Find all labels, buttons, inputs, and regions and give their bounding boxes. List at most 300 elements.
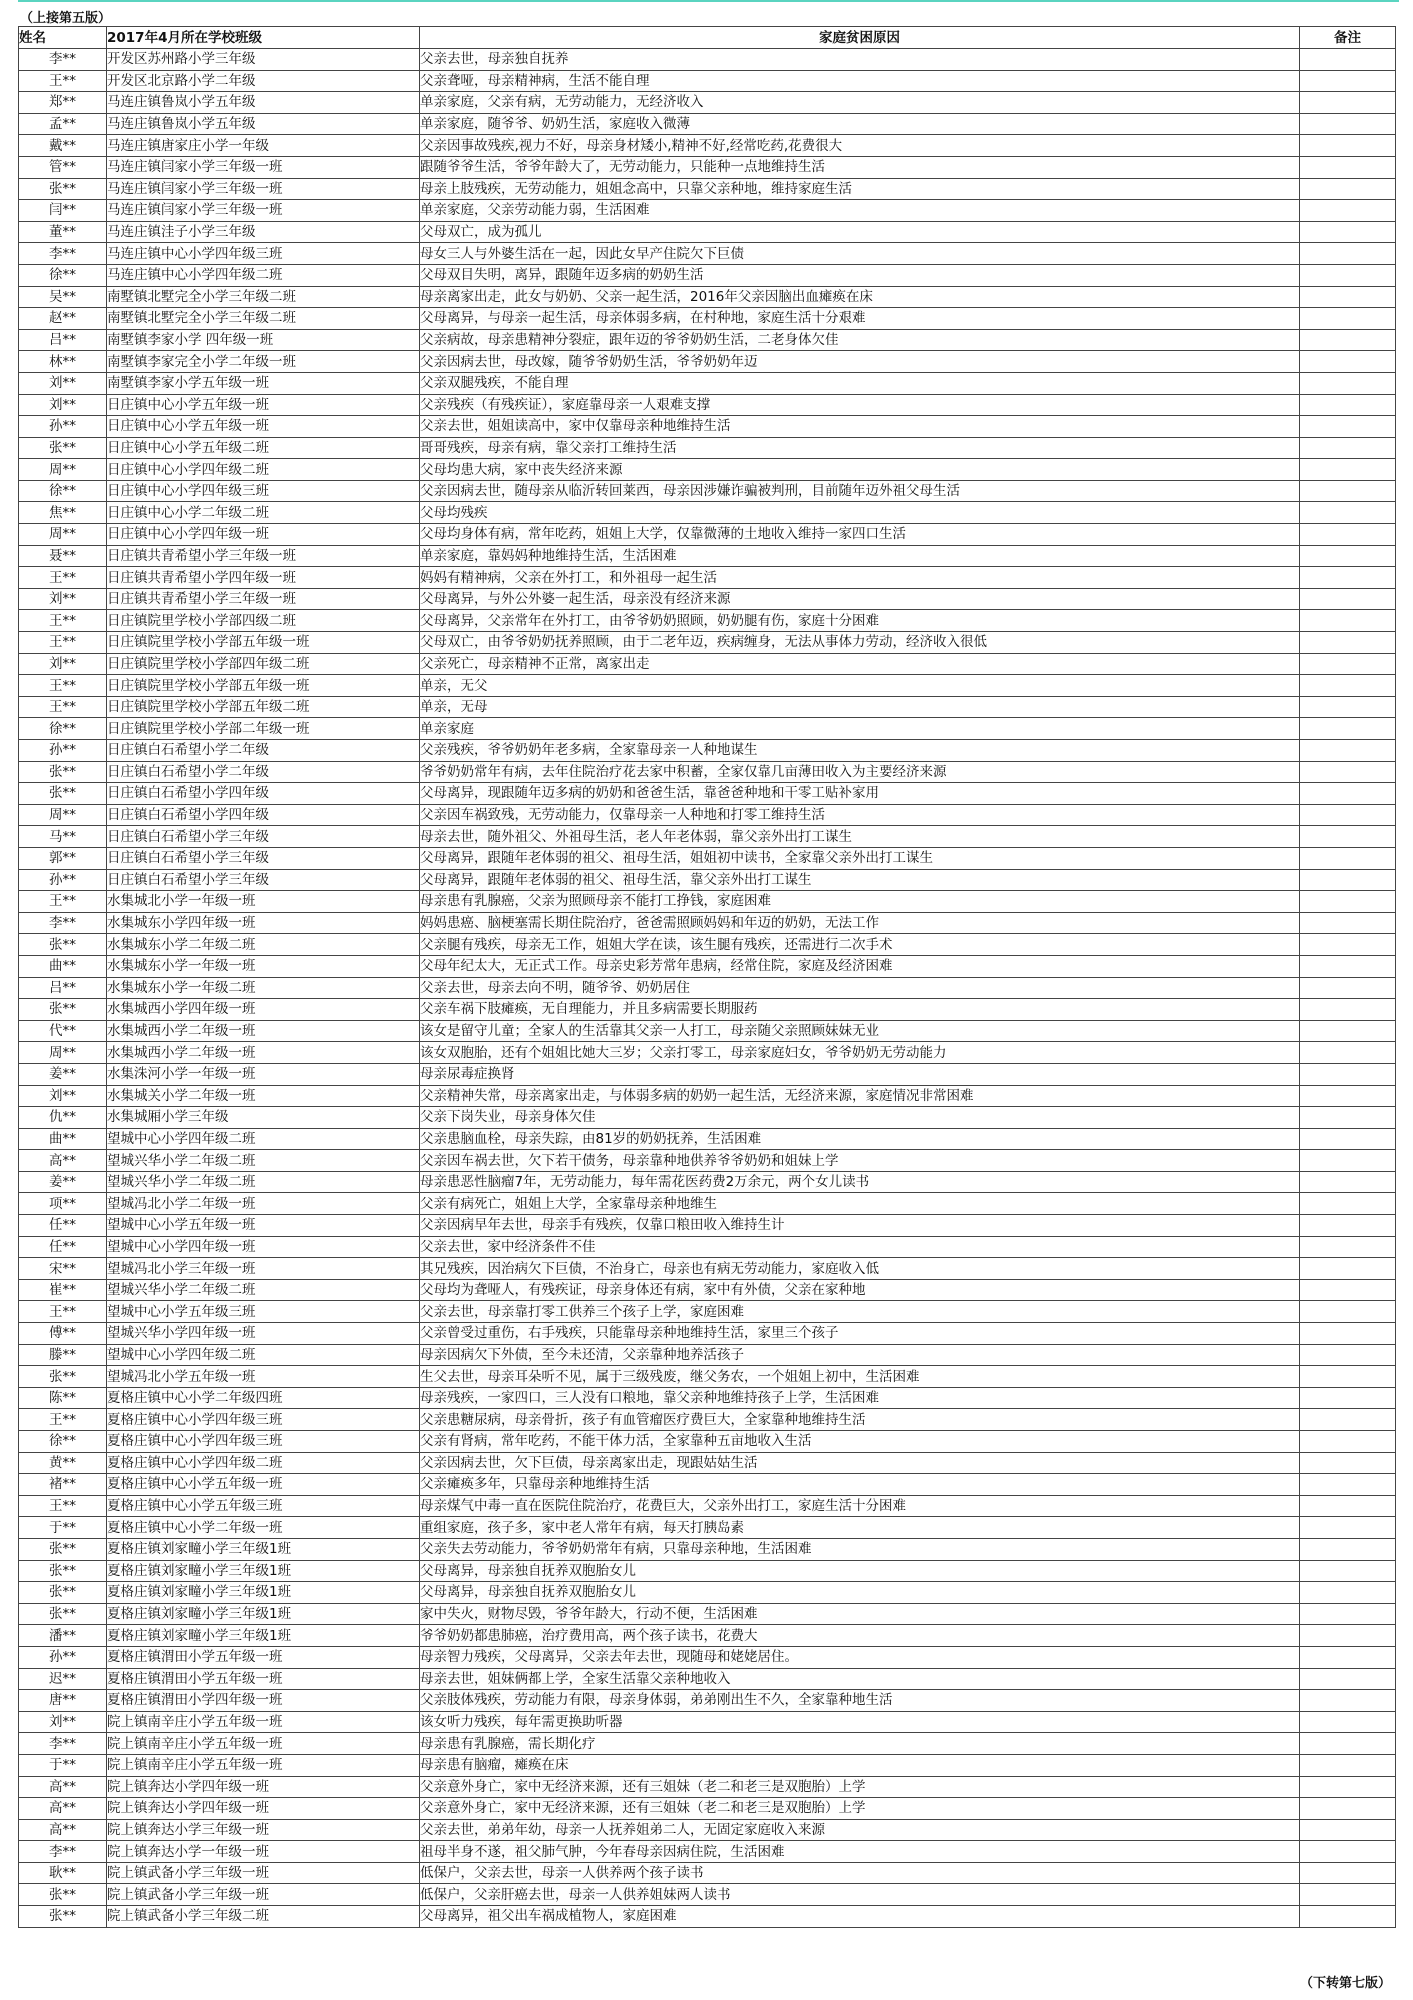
table-row bbox=[19, 1452, 1396, 1474]
note-cell bbox=[1300, 826, 1396, 848]
student-name: 张** bbox=[19, 1603, 107, 1625]
school-class: 日庄镇白石希望小学三年级 bbox=[107, 847, 420, 869]
student-name: 王** bbox=[19, 1301, 107, 1323]
student-name: 高** bbox=[19, 1150, 107, 1172]
note-cell bbox=[1300, 1754, 1396, 1776]
poverty-reason: 单亲家庭 bbox=[420, 718, 1300, 740]
table-row bbox=[19, 1517, 1396, 1539]
poverty-reason: 父亲患脑血栓，母亲失踪，由81岁的奶奶抚养，生活困难 bbox=[420, 1128, 1300, 1150]
school-class: 夏格庄镇中心小学五年级一班 bbox=[107, 1474, 420, 1496]
student-name: 闫** bbox=[19, 200, 107, 222]
poverty-reason: 单亲，无母 bbox=[420, 696, 1300, 718]
school-class: 马连庄镇闫家小学三年级一班 bbox=[107, 200, 420, 222]
student-name: 吕** bbox=[19, 977, 107, 999]
header-school: 2017年4月所在学校班级 bbox=[107, 27, 420, 49]
note-cell bbox=[1300, 1625, 1396, 1647]
school-class: 望城兴华小学二年级二班 bbox=[107, 1150, 420, 1172]
table-row bbox=[19, 1366, 1396, 1388]
table-row bbox=[19, 200, 1396, 222]
note-cell bbox=[1300, 243, 1396, 265]
note-cell bbox=[1300, 1279, 1396, 1301]
table-row bbox=[19, 1646, 1396, 1668]
school-class: 日庄镇中心小学四年级二班 bbox=[107, 459, 420, 481]
poverty-reason: 低保户，父亲肝癌去世，母亲一人供养姐妹两人读书 bbox=[420, 1884, 1300, 1906]
continued-from-label: （上接第五版） bbox=[20, 11, 112, 26]
student-name: 张** bbox=[19, 761, 107, 783]
header-name: 姓名 bbox=[19, 27, 107, 49]
table-row bbox=[19, 156, 1396, 178]
school-class: 马连庄镇唐家庄小学一年级 bbox=[107, 135, 420, 157]
table-row bbox=[19, 826, 1396, 848]
table-row bbox=[19, 264, 1396, 286]
poverty-reason: 母亲患有乳腺癌，父亲为照顾母亲不能打工挣钱，家庭困难 bbox=[420, 891, 1300, 913]
school-class: 南墅镇北墅完全小学三年级二班 bbox=[107, 308, 420, 330]
note-cell bbox=[1300, 156, 1396, 178]
student-name: 孙** bbox=[19, 740, 107, 762]
student-name: 代** bbox=[19, 1020, 107, 1042]
school-class: 水集城东小学一年级一班 bbox=[107, 955, 420, 977]
table-row bbox=[19, 610, 1396, 632]
school-class: 望城中心小学四年级二班 bbox=[107, 1344, 420, 1366]
school-class: 望城冯北小学三年级一班 bbox=[107, 1258, 420, 1280]
poverty-reason: 父母离异，跟随年老体弱的祖父、祖母生活，姐姐初中读书，全家靠父亲外出打工谋生 bbox=[420, 847, 1300, 869]
student-name: 徐** bbox=[19, 718, 107, 740]
school-class: 马连庄镇闫家小学三年级一班 bbox=[107, 156, 420, 178]
poverty-student-table bbox=[18, 26, 1396, 1928]
table-row bbox=[19, 308, 1396, 330]
table-row bbox=[19, 1495, 1396, 1517]
poverty-reason: 家中失火，财物尽毁，爷爷年龄大，行动不便，生活困难 bbox=[420, 1603, 1300, 1625]
note-cell bbox=[1300, 1452, 1396, 1474]
student-name: 戴** bbox=[19, 135, 107, 157]
poverty-reason: 父亲聋哑，母亲精神病，生活不能自理 bbox=[420, 70, 1300, 92]
header-note: 备注 bbox=[1300, 27, 1396, 49]
poverty-reason: 父亲去世，家中经济条件不佳 bbox=[420, 1236, 1300, 1258]
note-cell bbox=[1300, 696, 1396, 718]
note-cell bbox=[1300, 912, 1396, 934]
note-cell bbox=[1300, 1171, 1396, 1193]
school-class: 开发区苏州路小学三年级 bbox=[107, 49, 420, 71]
student-name: 高** bbox=[19, 1798, 107, 1820]
student-name: 姜** bbox=[19, 1063, 107, 1085]
poverty-reason: 爷爷奶奶常年有病，去年住院治疗花去家中积蓄，全家仅靠几亩薄田收入为主要经济来源 bbox=[420, 761, 1300, 783]
table-row bbox=[19, 1323, 1396, 1345]
poverty-reason: 父亲患糖尿病，母亲骨折，孩子有血管瘤医疗费巨大，全家靠种地维持生活 bbox=[420, 1409, 1300, 1431]
poverty-reason: 母亲因病欠下外债，至今未还清，父亲靠种地养活孩子 bbox=[420, 1344, 1300, 1366]
student-name: 刘** bbox=[19, 372, 107, 394]
table-row bbox=[19, 1063, 1396, 1085]
note-cell bbox=[1300, 1690, 1396, 1712]
table-row bbox=[19, 394, 1396, 416]
student-name: 郑** bbox=[19, 92, 107, 114]
student-name: 王** bbox=[19, 1409, 107, 1431]
poverty-reason: 父亲因病去世，随母亲从临沂转回莱西，母亲因涉嫌诈骗被判刑，目前随年迈外祖父母生活 bbox=[420, 480, 1300, 502]
poverty-reason: 父亲因病早年去世，母亲手有残疾，仅靠口粮田收入维持生计 bbox=[420, 1215, 1300, 1237]
student-name: 张** bbox=[19, 1560, 107, 1582]
table-row bbox=[19, 1862, 1396, 1884]
table-row bbox=[19, 1128, 1396, 1150]
school-class: 院上镇武备小学三年级一班 bbox=[107, 1862, 420, 1884]
poverty-reason: 母亲尿毒症换肾 bbox=[420, 1063, 1300, 1085]
table-row bbox=[19, 1560, 1396, 1582]
school-class: 日庄镇中心小学四年级一班 bbox=[107, 524, 420, 546]
student-name: 黄** bbox=[19, 1452, 107, 1474]
student-name: 曲** bbox=[19, 1128, 107, 1150]
note-cell bbox=[1300, 1431, 1396, 1453]
table-row bbox=[19, 1085, 1396, 1107]
school-class: 院上镇南辛庄小学五年级一班 bbox=[107, 1733, 420, 1755]
school-class: 夏格庄镇刘家疃小学三年级1班 bbox=[107, 1538, 420, 1560]
school-class: 望城冯北小学二年级一班 bbox=[107, 1193, 420, 1215]
table-row bbox=[19, 1733, 1396, 1755]
table-row bbox=[19, 1603, 1396, 1625]
student-name: 刘** bbox=[19, 1085, 107, 1107]
note-cell bbox=[1300, 761, 1396, 783]
student-name: 张** bbox=[19, 1582, 107, 1604]
student-name: 于** bbox=[19, 1517, 107, 1539]
table-row bbox=[19, 1409, 1396, 1431]
note-cell bbox=[1300, 804, 1396, 826]
student-name: 张** bbox=[19, 934, 107, 956]
student-name: 曲** bbox=[19, 955, 107, 977]
student-name: 张** bbox=[19, 1884, 107, 1906]
table-row bbox=[19, 1711, 1396, 1733]
poverty-reason: 父母双亡，成为孤儿 bbox=[420, 221, 1300, 243]
note-cell bbox=[1300, 1128, 1396, 1150]
table-row bbox=[19, 545, 1396, 567]
student-name: 刘** bbox=[19, 1711, 107, 1733]
school-class: 水集城西小学二年级一班 bbox=[107, 1042, 420, 1064]
school-class: 马连庄镇鲁岚小学五年级 bbox=[107, 92, 420, 114]
student-name: 王** bbox=[19, 610, 107, 632]
school-class: 日庄镇白石希望小学四年级 bbox=[107, 783, 420, 805]
poverty-reason: 父亲车祸下肢瘫痪，无自理能力，并且多病需要长期服药 bbox=[420, 999, 1300, 1021]
poverty-reason: 该女是留守儿童；全家人的生活靠其父亲一人打工，母亲随父亲照顾妹妹无业 bbox=[420, 1020, 1300, 1042]
note-cell bbox=[1300, 1711, 1396, 1733]
note-cell bbox=[1300, 955, 1396, 977]
student-name: 任** bbox=[19, 1236, 107, 1258]
table-row bbox=[19, 1819, 1396, 1841]
poverty-reason: 哥哥残疾，母亲有病，靠父亲打工维持生活 bbox=[420, 437, 1300, 459]
student-name: 王** bbox=[19, 891, 107, 913]
table-row bbox=[19, 135, 1396, 157]
poverty-reason: 父母离异，跟随年老体弱的祖父、祖母生活，靠父亲外出打工谋生 bbox=[420, 869, 1300, 891]
table-row bbox=[19, 372, 1396, 394]
student-name: 高** bbox=[19, 1819, 107, 1841]
poverty-reason: 父亲因病去世，母改嫁，随爷爷奶奶生活，爷爷奶奶年迈 bbox=[420, 351, 1300, 373]
school-class: 院上镇南辛庄小学五年级一班 bbox=[107, 1754, 420, 1776]
student-name: 潘** bbox=[19, 1625, 107, 1647]
student-name: 林** bbox=[19, 351, 107, 373]
note-cell bbox=[1300, 1193, 1396, 1215]
note-cell bbox=[1300, 1085, 1396, 1107]
student-name: 张** bbox=[19, 178, 107, 200]
note-cell bbox=[1300, 221, 1396, 243]
student-name: 吕** bbox=[19, 329, 107, 351]
table-row bbox=[19, 955, 1396, 977]
poverty-reason: 父亲残疾（有残疾证），家庭靠母亲一人艰难支撑 bbox=[420, 394, 1300, 416]
note-cell bbox=[1300, 1107, 1396, 1129]
note-cell bbox=[1300, 1582, 1396, 1604]
student-name: 周** bbox=[19, 1042, 107, 1064]
poverty-reason: 父母双亡，由爷爷奶奶抚养照顾，由于二老年迈，疾病缠身，无法从事体力劳动，经济收入很低 bbox=[420, 632, 1300, 654]
table-body bbox=[19, 49, 1396, 1928]
note-cell bbox=[1300, 610, 1396, 632]
table-row bbox=[19, 524, 1396, 546]
note-cell bbox=[1300, 264, 1396, 286]
table-row bbox=[19, 1171, 1396, 1193]
poverty-reason: 父亲意外身亡，家中无经济来源，还有三姐妹（老二和老三是双胞胎）上学 bbox=[420, 1798, 1300, 1820]
table-row bbox=[19, 804, 1396, 826]
school-class: 夏格庄镇中心小学四年级三班 bbox=[107, 1409, 420, 1431]
student-name: 孙** bbox=[19, 1646, 107, 1668]
poverty-reason: 父母离异，父亲常年在外打工，由爷爷奶奶照顾，奶奶腿有伤，家庭十分困难 bbox=[420, 610, 1300, 632]
student-name: 高** bbox=[19, 1776, 107, 1798]
poverty-reason: 父亲因事故残疾,视力不好，母亲身材矮小,精神不好,经常吃药,花费很大 bbox=[420, 135, 1300, 157]
poverty-reason: 单亲家庭，父亲有病，无劳动能力，无经济收入 bbox=[420, 92, 1300, 114]
poverty-reason: 母亲残疾，一家四口，三人没有口粮地，靠父亲种地维持孩子上学，生活困难 bbox=[420, 1387, 1300, 1409]
poverty-reason: 父母离异，母亲独自抚养双胞胎女儿 bbox=[420, 1582, 1300, 1604]
note-cell bbox=[1300, 416, 1396, 438]
student-name: 褚** bbox=[19, 1474, 107, 1496]
poverty-reason: 父亲因车祸去世，欠下若干债务，母亲靠种地供养爷爷奶奶和姐妹上学 bbox=[420, 1150, 1300, 1172]
poverty-reason: 父母离异，与母亲一起生活，母亲体弱多病，在村种地，家庭生活十分艰难 bbox=[420, 308, 1300, 330]
student-name: 陈** bbox=[19, 1387, 107, 1409]
student-name: 孙** bbox=[19, 416, 107, 438]
school-class: 院上镇奔达小学四年级一班 bbox=[107, 1776, 420, 1798]
note-cell bbox=[1300, 1323, 1396, 1345]
note-cell bbox=[1300, 999, 1396, 1021]
poverty-reason: 父母均残疾 bbox=[420, 502, 1300, 524]
poverty-reason: 父亲去世，弟弟年幼，母亲一人抚养姐弟二人，无固定家庭收入来源 bbox=[420, 1819, 1300, 1841]
note-cell bbox=[1300, 1150, 1396, 1172]
note-cell bbox=[1300, 977, 1396, 999]
poverty-reason: 父亲瘫痪多年，只靠母亲种地维持生活 bbox=[420, 1474, 1300, 1496]
student-name: 王** bbox=[19, 632, 107, 654]
table-row bbox=[19, 1215, 1396, 1237]
table-row bbox=[19, 1107, 1396, 1129]
student-name: 郭** bbox=[19, 847, 107, 869]
school-class: 日庄镇共青希望小学三年级一班 bbox=[107, 588, 420, 610]
poverty-reason: 爷爷奶奶都患肺癌，治疗费用高，两个孩子读书，花费大 bbox=[420, 1625, 1300, 1647]
school-class: 夏格庄镇渭田小学五年级一班 bbox=[107, 1668, 420, 1690]
note-cell bbox=[1300, 567, 1396, 589]
student-name: 张** bbox=[19, 1538, 107, 1560]
note-cell bbox=[1300, 891, 1396, 913]
table-row bbox=[19, 847, 1396, 869]
note-cell bbox=[1300, 1819, 1396, 1841]
student-name: 刘** bbox=[19, 394, 107, 416]
table-row bbox=[19, 1776, 1396, 1798]
student-name: 徐** bbox=[19, 480, 107, 502]
school-class: 马连庄镇鲁岚小学五年级 bbox=[107, 113, 420, 135]
table-row bbox=[19, 1841, 1396, 1863]
note-cell bbox=[1300, 351, 1396, 373]
student-name: 聂** bbox=[19, 545, 107, 567]
poverty-reason: 母亲上肢残疾，无劳动能力，姐姐念高中，只靠父亲种地，维持家庭生活 bbox=[420, 178, 1300, 200]
student-name: 孙** bbox=[19, 869, 107, 891]
table-row bbox=[19, 1668, 1396, 1690]
table-row bbox=[19, 567, 1396, 589]
note-cell bbox=[1300, 1344, 1396, 1366]
school-class: 日庄镇白石希望小学二年级 bbox=[107, 761, 420, 783]
note-cell bbox=[1300, 1236, 1396, 1258]
poverty-reason: 父亲去世，母亲靠打零工供养三个孩子上学，家庭困难 bbox=[420, 1301, 1300, 1323]
student-name: 姜** bbox=[19, 1171, 107, 1193]
school-class: 日庄镇中心小学五年级一班 bbox=[107, 416, 420, 438]
student-name: 孟** bbox=[19, 113, 107, 135]
table-row bbox=[19, 1279, 1396, 1301]
poverty-reason: 父亲残疾，爷爷奶奶年老多病，全家靠母亲一人种地谋生 bbox=[420, 740, 1300, 762]
poverty-reason: 母女三人与外婆生活在一起，因此女早产住院欠下巨债 bbox=[420, 243, 1300, 265]
school-class: 马连庄镇中心小学四年级三班 bbox=[107, 243, 420, 265]
poverty-reason: 父母离异，祖父出车祸成植物人，家庭困难 bbox=[420, 1906, 1300, 1928]
school-class: 日庄镇白石希望小学四年级 bbox=[107, 804, 420, 826]
student-name: 管** bbox=[19, 156, 107, 178]
note-cell bbox=[1300, 1366, 1396, 1388]
poverty-reason: 母亲煤气中毒一直在医院住院治疗，花费巨大，父亲外出打工，家庭生活十分困难 bbox=[420, 1495, 1300, 1517]
poverty-reason: 父母年纪太大，无正式工作。母亲史彩芳常年患病，经常住院，家庭及经济困难 bbox=[420, 955, 1300, 977]
table-row bbox=[19, 416, 1396, 438]
school-class: 南墅镇李家完全小学二年级一班 bbox=[107, 351, 420, 373]
poverty-reason: 父母均为聋哑人，有残疾证，母亲身体还有病，家中有外债，父亲在家种地 bbox=[420, 1279, 1300, 1301]
school-class: 夏格庄镇中心小学四年级二班 bbox=[107, 1452, 420, 1474]
poverty-reason: 跟随爷爷生活，爷爷年龄大了，无劳动能力，只能种一点地维持生活 bbox=[420, 156, 1300, 178]
note-cell bbox=[1300, 783, 1396, 805]
note-cell bbox=[1300, 308, 1396, 330]
school-class: 院上镇奔达小学一年级一班 bbox=[107, 1841, 420, 1863]
school-class: 望城中心小学五年级一班 bbox=[107, 1215, 420, 1237]
table-row bbox=[19, 221, 1396, 243]
student-name: 王** bbox=[19, 675, 107, 697]
table-row bbox=[19, 1884, 1396, 1906]
poverty-reason: 母亲智力残疾，父母离异，父亲去年去世，现随母和姥姥居住。 bbox=[420, 1646, 1300, 1668]
school-class: 夏格庄镇中心小学二年级四班 bbox=[107, 1387, 420, 1409]
poverty-reason: 父母均身体有病，常年吃药，姐姐上大学，仅靠微薄的土地收入维持一家四口生活 bbox=[420, 524, 1300, 546]
table-row bbox=[19, 761, 1396, 783]
note-cell bbox=[1300, 502, 1396, 524]
note-cell bbox=[1300, 1387, 1396, 1409]
note-cell bbox=[1300, 524, 1396, 546]
table-header-row bbox=[19, 27, 1396, 49]
school-class: 水集城东小学一年级二班 bbox=[107, 977, 420, 999]
note-cell bbox=[1300, 135, 1396, 157]
student-name: 张** bbox=[19, 1366, 107, 1388]
poverty-reason: 父亲因车祸致残，无劳动能力，仅靠母亲一人种地和打零工维持生活 bbox=[420, 804, 1300, 826]
note-cell bbox=[1300, 632, 1396, 654]
table-row bbox=[19, 1538, 1396, 1560]
school-class: 日庄镇共青希望小学四年级一班 bbox=[107, 567, 420, 589]
student-name: 仇** bbox=[19, 1107, 107, 1129]
note-cell bbox=[1300, 718, 1396, 740]
student-name: 董** bbox=[19, 221, 107, 243]
table-row bbox=[19, 1798, 1396, 1820]
student-name: 李** bbox=[19, 1841, 107, 1863]
poverty-reason: 父母离异，与外公外婆一起生活，母亲没有经济来源 bbox=[420, 588, 1300, 610]
note-cell bbox=[1300, 200, 1396, 222]
table-row bbox=[19, 1193, 1396, 1215]
student-name: 滕** bbox=[19, 1344, 107, 1366]
student-name: 李** bbox=[19, 1733, 107, 1755]
note-cell bbox=[1300, 1301, 1396, 1323]
school-class: 马连庄镇洼子小学三年级 bbox=[107, 221, 420, 243]
poverty-reason: 父亲曾受过重伤，右手残疾，只能靠母亲种地维持生活，家里三个孩子 bbox=[420, 1323, 1300, 1345]
poverty-reason: 母亲患有脑瘤，瘫痪在床 bbox=[420, 1754, 1300, 1776]
school-class: 夏格庄镇刘家疃小学三年级1班 bbox=[107, 1560, 420, 1582]
note-cell bbox=[1300, 1668, 1396, 1690]
note-cell bbox=[1300, 1841, 1396, 1863]
poverty-reason: 父亲去世，母亲去向不明，随爷爷、奶奶居住 bbox=[420, 977, 1300, 999]
student-name: 张** bbox=[19, 783, 107, 805]
table-row bbox=[19, 329, 1396, 351]
school-class: 夏格庄镇刘家疃小学三年级1班 bbox=[107, 1582, 420, 1604]
student-name: 王** bbox=[19, 696, 107, 718]
poverty-reason: 其兄残疾，因治病欠下巨债，不治身亡，母亲也有病无劳动能力，家庭收入低 bbox=[420, 1258, 1300, 1280]
poverty-reason: 母亲患恶性脑瘤7年，无劳动能力，每年需花医药费2万余元，两个女儿读书 bbox=[420, 1171, 1300, 1193]
school-class: 日庄镇院里学校小学部四年级二班 bbox=[107, 653, 420, 675]
note-cell bbox=[1300, 70, 1396, 92]
school-class: 院上镇武备小学三年级二班 bbox=[107, 1906, 420, 1928]
table-row bbox=[19, 70, 1396, 92]
school-class: 开发区北京路小学二年级 bbox=[107, 70, 420, 92]
school-class: 水集城东小学四年级一班 bbox=[107, 912, 420, 934]
poverty-reason: 父亲有病死亡，姐姐上大学，全家靠母亲种地维生 bbox=[420, 1193, 1300, 1215]
table-row bbox=[19, 351, 1396, 373]
poverty-reason: 父母均患大病，家中丧失经济来源 bbox=[420, 459, 1300, 481]
student-name: 刘** bbox=[19, 588, 107, 610]
school-class: 南墅镇李家小学 四年级一班 bbox=[107, 329, 420, 351]
note-cell bbox=[1300, 92, 1396, 114]
table-row bbox=[19, 1582, 1396, 1604]
poverty-reason: 父亲失去劳动能力，爷爷奶奶常年有病，只靠母亲种地，生活困难 bbox=[420, 1538, 1300, 1560]
student-name: 周** bbox=[19, 804, 107, 826]
table-row bbox=[19, 783, 1396, 805]
poverty-reason: 母亲去世，姐妹俩都上学，全家生活靠父亲种地收入 bbox=[420, 1668, 1300, 1690]
school-class: 院上镇武备小学三年级一班 bbox=[107, 1884, 420, 1906]
table-row bbox=[19, 891, 1396, 913]
table-row bbox=[19, 480, 1396, 502]
student-name: 吴** bbox=[19, 286, 107, 308]
school-class: 日庄镇共青希望小学三年级一班 bbox=[107, 545, 420, 567]
school-class: 夏格庄镇渭田小学四年级一班 bbox=[107, 1690, 420, 1712]
school-class: 马连庄镇中心小学四年级二班 bbox=[107, 264, 420, 286]
note-cell bbox=[1300, 1906, 1396, 1928]
school-class: 望城中心小学五年级三班 bbox=[107, 1301, 420, 1323]
table-row bbox=[19, 1387, 1396, 1409]
student-name: 张** bbox=[19, 999, 107, 1021]
note-cell bbox=[1300, 1862, 1396, 1884]
poverty-reason: 单亲家庭，父亲劳动能力弱，生活困难 bbox=[420, 200, 1300, 222]
note-cell bbox=[1300, 1474, 1396, 1496]
note-cell bbox=[1300, 113, 1396, 135]
student-name: 唐** bbox=[19, 1690, 107, 1712]
continued-to-label: （下转第七版） bbox=[1299, 1976, 1391, 1991]
note-cell bbox=[1300, 372, 1396, 394]
student-name: 任** bbox=[19, 1215, 107, 1237]
note-cell bbox=[1300, 545, 1396, 567]
student-name: 焦** bbox=[19, 502, 107, 524]
table-row bbox=[19, 1754, 1396, 1776]
student-name: 徐** bbox=[19, 1431, 107, 1453]
table-row bbox=[19, 1344, 1396, 1366]
note-cell bbox=[1300, 437, 1396, 459]
poverty-reason: 父亲腿有残疾，母亲无工作，姐姐大学在读，该生腿有残疾，还需进行二次手术 bbox=[420, 934, 1300, 956]
note-cell bbox=[1300, 934, 1396, 956]
student-name: 赵** bbox=[19, 308, 107, 330]
school-class: 南墅镇李家小学五年级一班 bbox=[107, 372, 420, 394]
school-class: 水集城东小学二年级二班 bbox=[107, 934, 420, 956]
school-class: 日庄镇院里学校小学部五年级一班 bbox=[107, 675, 420, 697]
